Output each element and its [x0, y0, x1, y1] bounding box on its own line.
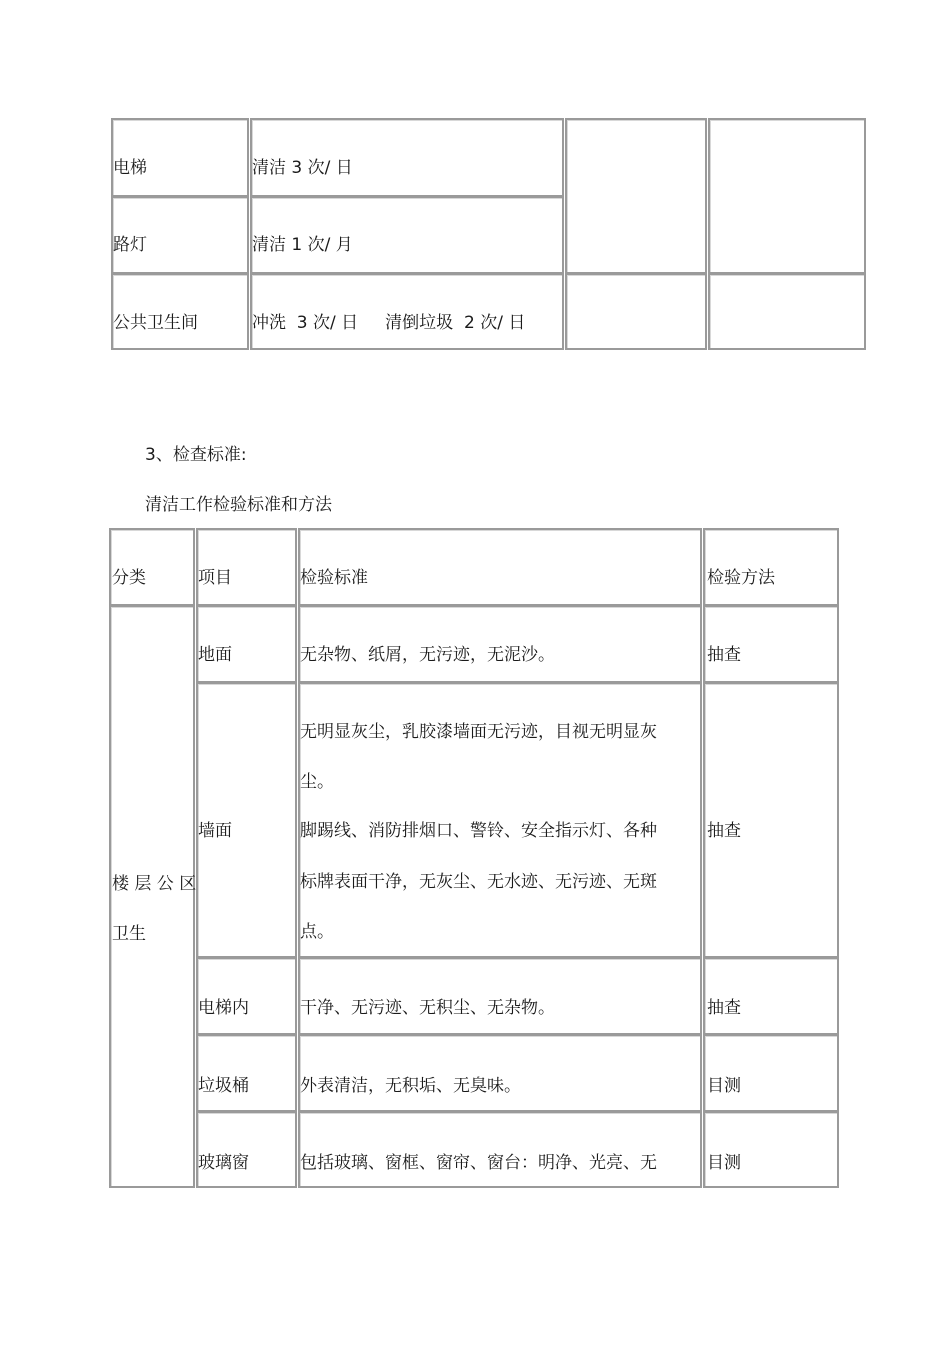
category-cell: [109, 605, 195, 1188]
table-cell: [298, 1111, 702, 1188]
table-cell: [298, 1034, 702, 1112]
section-subtitle: 清洁工作检验标准和方法: [145, 495, 332, 515]
table-header-cell: [703, 528, 839, 606]
method-text: 目测: [707, 1153, 741, 1173]
category-label-line2: 卫生: [112, 924, 146, 944]
table-cell: [565, 118, 707, 274]
table-cell: [298, 605, 702, 683]
table-row: [196, 605, 297, 683]
method-text: 抽查: [707, 998, 741, 1018]
frequency-text: 冲洗 3 次/ 日 清倒垃圾 2 次/ 日: [252, 313, 526, 333]
item-label: 墙面: [198, 821, 232, 841]
header-item: 项目: [198, 568, 232, 588]
category-label-line1: 楼 层 公 区: [112, 874, 197, 894]
table-cell: [703, 1111, 839, 1188]
standard-line: 点。: [300, 922, 334, 942]
method-text: 抽查: [707, 645, 741, 665]
area-label: 路灯: [113, 235, 147, 255]
area-label: 电梯: [113, 158, 147, 178]
table-header-cell: [109, 528, 195, 606]
table-cell: [298, 957, 702, 1035]
frequency-text: 清洁 3 次/ 日: [252, 158, 353, 178]
table-cell: [708, 118, 866, 274]
header-category: 分类: [112, 568, 146, 588]
standard-text: 无杂物、纸屑，无污迹，无泥沙。: [300, 645, 555, 665]
item-label: 玻璃窗: [198, 1153, 249, 1173]
item-label: 电梯内: [198, 998, 249, 1018]
standard-line: 脚踢线、消防排烟口、警铃、安全指示灯、各种: [300, 821, 657, 841]
table-cell: [250, 273, 564, 350]
item-label: 地面: [198, 645, 232, 665]
table-cell: [703, 682, 839, 958]
table-header-cell: [298, 528, 702, 606]
standard-text: 干净、无污迹、无积尘、无杂物。: [300, 998, 555, 1018]
header-method: 检验方法: [707, 568, 775, 588]
table-cell: [708, 273, 866, 350]
standard-line: 标牌表面干净，无灰尘、无水迹、无污迹、无斑: [300, 872, 657, 892]
table-cell: [565, 273, 707, 350]
table-cell: [703, 605, 839, 683]
item-label: 垃圾桶: [198, 1076, 249, 1096]
table-row: [196, 1034, 297, 1112]
method-text: 目测: [707, 1076, 741, 1096]
method-text: 抽查: [707, 821, 741, 841]
standard-text: 外表清洁，无积垢、无臭味。: [300, 1076, 521, 1096]
table-row: [196, 1111, 297, 1188]
table-cell: [111, 273, 249, 350]
header-standard: 检验标准: [300, 568, 368, 588]
table-row: [196, 957, 297, 1035]
standard-line: 无明显灰尘，乳胶漆墙面无污迹，目视无明显灰: [300, 722, 657, 742]
frequency-text: 清洁 1 次/ 月: [252, 235, 353, 255]
area-label: 公共卫生间: [113, 313, 198, 333]
table-cell: [703, 957, 839, 1035]
standard-line: 尘。: [300, 772, 334, 792]
section-heading: 3、检查标准:: [145, 445, 247, 465]
table-header-cell: [196, 528, 297, 606]
standard-text: 包括玻璃、窗框、窗帘、窗台：明净、光亮、无: [300, 1153, 657, 1173]
table-cell: [703, 1034, 839, 1112]
table-row: [196, 682, 297, 958]
